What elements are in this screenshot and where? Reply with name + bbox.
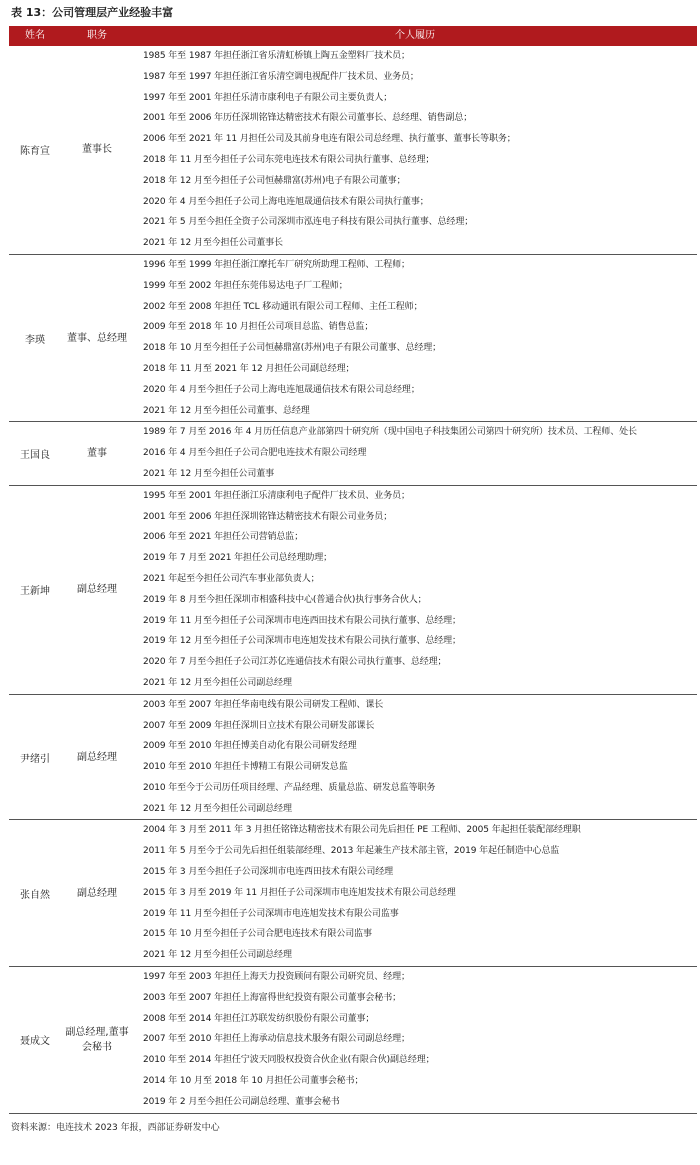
- person-name: 聂成文: [20, 1036, 50, 1048]
- resume-entry: 2021 年起至今担任公司汽车事业部负责人；: [143, 573, 320, 584]
- resume-cell: [133, 820, 697, 966]
- resume-entry: 2009 年至 2018 年 10 月担任公司项目总监、销售总监；: [143, 322, 374, 333]
- person-name: 李瑛: [25, 334, 45, 346]
- resume-entry: 2006 年至 2021 年 11 月担任公司及其前身电连有限公司总经理、执行董事、董事长等职务；: [143, 134, 516, 145]
- resume-entry: 2001 年至 2006 年历任深圳铭锋达精密技术有限公司董事长、总经理、销售副总；: [143, 113, 473, 124]
- resume-entry: 2020 年 4 月至今担任子公司上海电连旭晟通信技术有限公司总经理；: [143, 384, 420, 395]
- resume-entry: 2021 年 12 月至今担任公司副总经理: [143, 803, 292, 814]
- person-role: 董事长: [82, 144, 112, 156]
- resume-entry: 2015 年 3 月至今担任子公司深圳市电连西田技术有限公司经理: [143, 867, 394, 878]
- resume-cell: [133, 967, 697, 1113]
- resume-entry: 2016 年 4 月至今担任子公司合肥电连技术有限公司经理: [143, 448, 367, 459]
- table-row: [9, 820, 697, 967]
- resume-entry: 2021 年 12 月至今担任公司董事: [143, 468, 275, 479]
- header-role: 职务: [87, 30, 107, 41]
- resume-entry: 1997 年至 2001 年担任乐清市康利电子有限公司主要负责人；: [143, 92, 393, 103]
- table-body: [9, 46, 697, 1114]
- table-row: [9, 967, 697, 1114]
- resume-entry: 1995 年至 2001 年担任浙江乐清康利电子配件厂技术员、业务员；: [143, 490, 410, 501]
- resume-entry: 1989 年 7 月至 2016 年 4 月历任信息产业部第四十研究所（现中国电子科技集团公司第四十研究所）技术员、工程师、处长: [143, 427, 637, 438]
- table-row: [9, 46, 697, 255]
- table-row: [9, 695, 697, 821]
- resume-entry: 2007 年至 2009 年担任深圳日立技术有限公司研发部课长: [143, 720, 375, 731]
- resume-cell: [133, 486, 697, 694]
- resume-entry: 1999 年至 2002 年担任东莞伟易达电子厂工程师；: [143, 280, 348, 291]
- resume-entry: 2014 年 10 月至 2018 年 10 月担任公司董事会秘书；: [143, 1076, 364, 1087]
- resume-entry: 2007 年至 2010 年担任上海承动信息技术服务有限公司副总经理；: [143, 1034, 410, 1045]
- person-name: 王国良: [20, 450, 50, 462]
- person-role: 副总经理: [77, 887, 117, 899]
- resume-entry: 2010 年至 2014 年担任宁波天同股权投资合伙企业(有限合伙)副总经理；: [143, 1055, 435, 1066]
- resume-entry: 2010 年至 2010 年担任卡博精工有限公司研发总监: [143, 762, 348, 773]
- resume-entry: 2019 年 2 月至今担任公司副总经理、董事会秘书: [143, 1096, 340, 1107]
- resume-entry: 2021 年 12 月至今担任公司副总经理: [143, 677, 292, 688]
- resume-entry: 2015 年 10 月至今担任子公司合肥电连技术有限公司监事: [143, 929, 372, 940]
- person-name: 陈育宣: [20, 146, 50, 158]
- resume-entry: 2018 年 11 月至今担任子公司东莞电连技术有限公司执行董事、总经理；: [143, 154, 435, 165]
- resume-entry: 2019 年 12 月至今担任子公司深圳市电连旭发技术有限公司执行董事、总经理；: [143, 636, 461, 647]
- resume-entry: 2011 年 5 月至今于公司先后担任组装部经理、2013 年起兼生产技术部主管，2019 年起任制造中心总监: [143, 846, 560, 857]
- resume-entry: 2015 年 3 月至 2019 年 11 月担任子公司深圳市电连旭发技术有限公司总经理: [143, 887, 456, 898]
- resume-entry: 1997 年至 2003 年担任上海天力投资顾问有限公司研究员、经理；: [143, 972, 410, 983]
- table-page: [9, 0, 697, 1133]
- person-role: 董事、总经理: [67, 332, 127, 344]
- resume-entry: 2003 年至 2007 年担任华南电线有限公司研发工程师、课长: [143, 699, 384, 710]
- person-name: 王新坤: [20, 586, 50, 598]
- resume-entry: 2008 年至 2014 年担任江苏联发纺织股份有限公司董事；: [143, 1013, 375, 1024]
- resume-entry: 2020 年 7 月至今担任子公司江苏亿连通信技术有限公司执行董事、总经理；: [143, 657, 447, 668]
- table-header: [9, 26, 697, 46]
- resume-entry: 2006 年至 2021 年担任公司营销总监；: [143, 532, 304, 543]
- resume-cell: [133, 422, 697, 484]
- person-name: 尹绪引: [20, 753, 50, 765]
- resume-entry: 2021 年 5 月至今担任全资子公司深圳市泓连电子科技有限公司执行董事、总经理；: [143, 217, 474, 228]
- resume-entry: 2002 年至 2008 年担任 TCL 移动通讯有限公司工程师、主任工程师；: [143, 301, 423, 312]
- table-row: [9, 486, 697, 695]
- resume-entry: 2021 年 12 月至今担任公司董事长: [143, 238, 283, 249]
- resume-entry: 2019 年 11 月至今担任子公司深圳市电连西田技术有限公司执行董事、总经理；: [143, 615, 461, 626]
- table-row: [9, 422, 697, 485]
- resume-entry: 2004 年 3 月至 2011 年 3 月担任铭锋达精密技术有限公司先后担任 PE 工程师、2005 年起担任装配部经理职: [143, 825, 581, 836]
- resume-entry: 2019 年 7 月至 2021 年担任公司总经理助理；: [143, 553, 333, 564]
- person-role: 副总经理: [77, 584, 117, 596]
- resume-entry: 2001 年至 2006 年担任深圳铭锋达精密技术有限公司业务员；: [143, 511, 393, 522]
- resume-cell: [133, 695, 697, 820]
- resume-entry: 2018 年 12 月至今担任子公司恒赫鼎富(苏州)电子有限公司董事；: [143, 175, 406, 186]
- resume-entry: 2009 年至 2010 年担任博美自动化有限公司研发经理: [143, 741, 357, 752]
- resume-entry: 1996 年至 1999 年担任浙江摩托车厂研究所助理工程师、工程师；: [143, 259, 410, 270]
- resume-entry: 1985 年至 1987 年担任浙江省乐清虹桥镇上陶五金塑料厂技术员；: [143, 51, 410, 61]
- table-title: 表 13：公司管理层产业经验丰富: [11, 6, 174, 19]
- resume-entry: 2003 年至 2007 年担任上海富得世纪投资有限公司董事会秘书；: [143, 992, 401, 1003]
- table-row: [9, 255, 697, 422]
- resume-entry: 2019 年 8 月至今担任深圳市相盛科技中心(普通合伙)执行事务合伙人；: [143, 594, 427, 605]
- resume-entry: 2018 年 10 月至今担任子公司恒赫鼎富(苏州)电子有限公司董事、总经理；: [143, 343, 442, 354]
- source-note: 资料来源：电连技术 2023 年报，西部证券研发中心: [11, 1122, 220, 1133]
- resume-entry: 2020 年 4 月至今担任子公司上海电连旭晟通信技术有限公司执行董事；: [143, 196, 429, 207]
- person-role: 副总经理: [77, 751, 117, 763]
- header-name: 姓名: [25, 30, 45, 41]
- resume-entry: 1987 年至 1997 年担任浙江省乐清空调电视配件厂技术员、业务员；: [143, 71, 419, 82]
- resume-entry: 2021 年 12 月至今担任公司董事、总经理: [143, 405, 310, 416]
- person-name: 张自然: [20, 889, 50, 901]
- resume-entry: 2018 年 11 月至 2021 年 12 月担任公司副总经理；: [143, 363, 355, 374]
- person-role: 董事: [87, 448, 107, 460]
- resume-entry: 2021 年 12 月至今担任公司副总经理: [143, 950, 292, 961]
- resume-cell: [133, 255, 697, 421]
- person-role: 副总经理,董事会秘书: [65, 1026, 129, 1053]
- header-resume: 个人履历: [395, 30, 435, 41]
- resume-entry: 2010 年至今于公司历任项目经理、产品经理、质量总监、研发总监等职务: [143, 782, 436, 793]
- resume-entry: 2019 年 11 月至今担任子公司深圳市电连旭发技术有限公司监事: [143, 908, 399, 919]
- resume-cell: [133, 46, 697, 254]
